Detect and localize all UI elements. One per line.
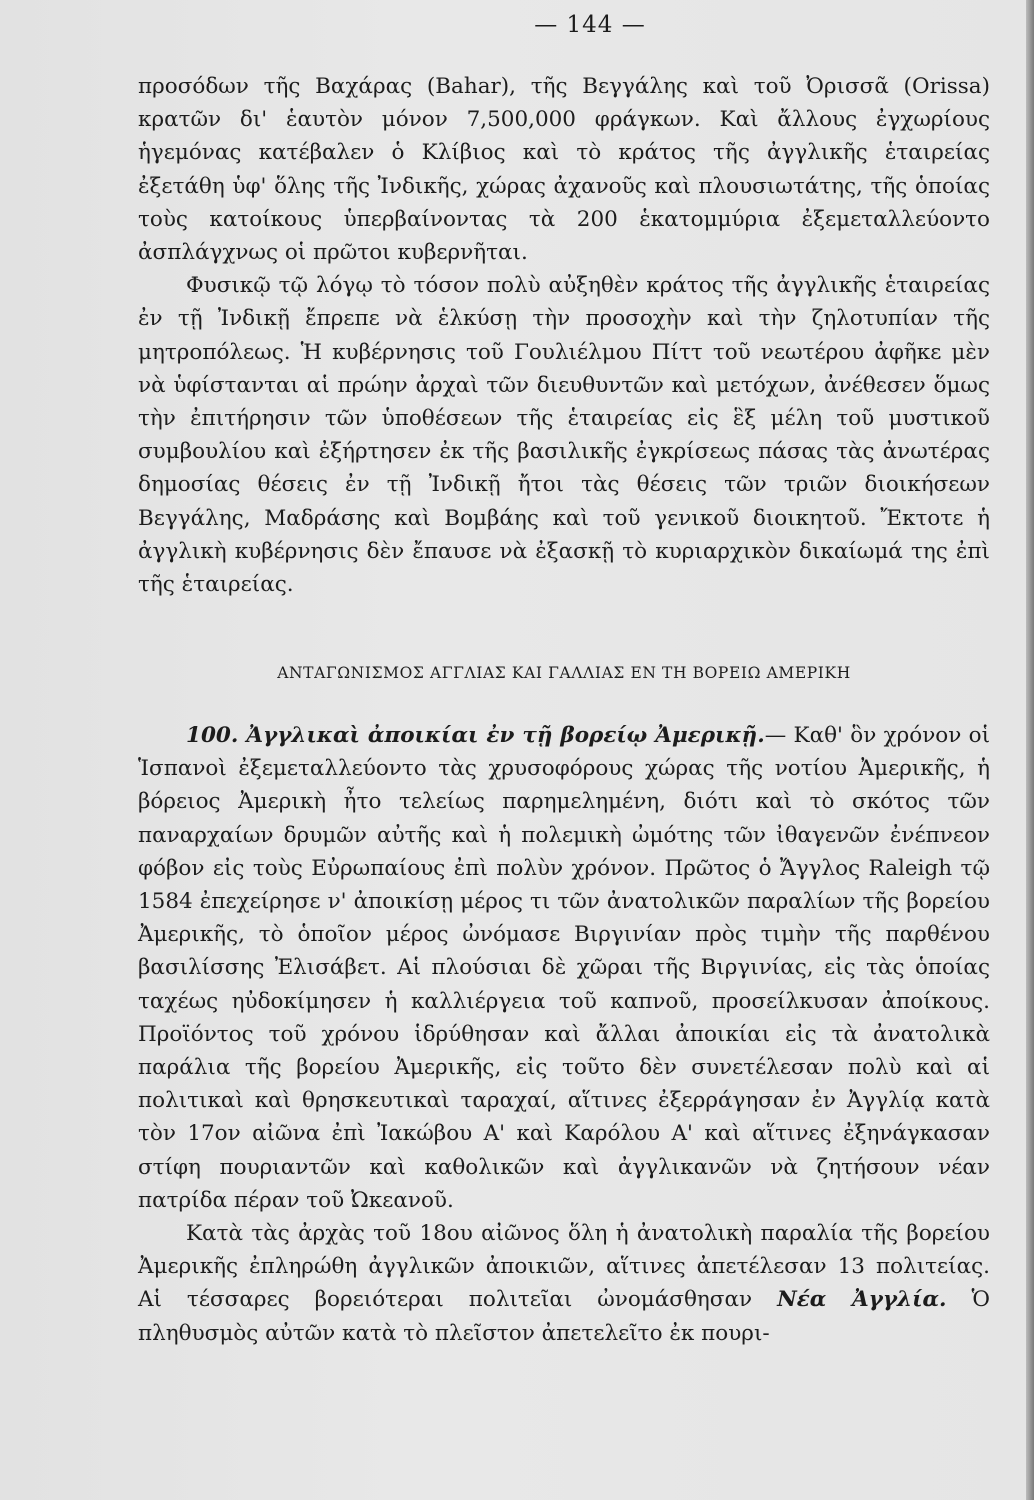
paragraph-18th-century-text: Κατὰ τὰς ἀρχὰς τοῦ 18ου αἰῶνος ὅλη ἡ ἀνατολικὴ παραλία τῆς βορείου Ἀμερικῆς ἐπληρώθη ἀγγλικῶν ἀποικιῶν, αἵτινες ἀπετέλεσαν 13 πολιτείας. Αἱ τέσσαρες βορειότεραι πολιτεῖαι ὠνομάσθησαν [138,1221,990,1313]
paragraph-18th-century [138,1217,990,1350]
page-edge-shadow [1026,0,1034,1500]
chapter-heading: ΑΝΤΑΓΩΝΙΣΜΟΣ ΑΓΓΛΙΑΣ ΚΑΙ ΓΑΛΛΙΑΣ ΕΝ ΤΗ ΒΟΡΕΙΩ ΑΜΕΡΙΚΗ [277,664,851,682]
page-number: — 144 — [534,12,646,38]
new-england-term: Νέα Ἀγγλία. [777,1287,947,1313]
section-title: 100. Ἀγγλικαὶ ἀποικίαι ἐν τῇ βορείῳ Ἀμερικῇ. [186,723,765,748]
lower-text-block [138,719,990,1350]
paragraph-18th-century-end: Ὁ πληθυσμὸς αὐτῶν κατὰ τὸ πλεῖστον ἀπετελεῖτο ἐκ πουρι- [138,1287,990,1346]
paragraph-colonies-text: — Καθ' ὃν χρόνον οἱ Ἱσπανοὶ ἐξεμεταλλεύοντο τὰς χρυσοφόρους χώρας τῆς νοτίου Ἀμερικῆς, ἡ βόρειος Ἀμερικὴ ἦτο τελείως παρημελημένη, διότι καὶ τὸ σκότος τῶν παναρχαίων δρυμῶν αὐτῆς καὶ ἡ πολεμικὴ ὠμότης τῶν ἰθαγενῶν ἐνέπνεον φόβον εἰς τοὺς Εὐρωπαίους ἐπὶ πολὺν χρόνον. Πρῶτος ὁ Ἄγγλος Raleigh τῷ 1584 ἐπεχείρησε ν' ἀποικίσῃ μέρος τι τῶν ἀνατολικῶν παραλίων τῆς βορείου Ἀμερικῆς, τὸ ὁποῖον μέρος ὠνόμασε Βιργινίαν πρὸς τιμὴν τῆς παρθένου βασιλίσσης Ἐλισάβετ. Αἱ πλούσιαι δὲ χῶραι τῆς Βιργινίας, εἰς τὰς ὁποίας ταχέως ηὐδοκίμησεν ἡ καλλιέργεια τοῦ καπνοῦ, προσείλκυσαν ἀποίκους. Προϊόντος τοῦ χρόνου ἱδρύθησαν καὶ ἄλλαι ἀποικίαι εἰς τὰ ἀνατολικὰ παράλια τῆς βορείου Ἀμερικῆς, εἰς τοῦτο δὲν συνετέλεσαν πολὺ καὶ αἱ πολιτικαὶ καὶ θρησκευτικαὶ ταραχαί, αἵτινες ἐξερράγησαν ἐν Ἀγγλίᾳ κατὰ τὸν 17ον αἰῶνα ἐπὶ Ἰακώβου Α' καὶ Καρόλου Α' καὶ αἵτινες ἐξηνάγκασαν στίφη πουριαντῶν καὶ καθολικῶν καὶ ἀγγλικανῶν νὰ ζητήσουν νέαν πατρίδα πέραν τοῦ Ὠκεανοῦ. [138,723,991,1213]
paragraph-bahar: προσόδων τῆς Βαχάρας (Bahar), τῆς Βεγγάλης καὶ τοῦ Ὀρισσᾶ (Orissa) κρατῶν δι' ἑαυτὸν μόνον 7,500,000 φράγκων. Καὶ ἄλλους ἐγχωρίους ἡγεμόνας κατέβαλεν ὁ Κλίβιος καὶ τὸ κράτος τῆς ἀγγλικῆς ἑταιρείας ἐξετάθη ὑφ' ὅλης τῆς Ἰνδικῆς, χώρας ἀχανοῦς καὶ πλουσιωτάτης, τῆς ὁποίας τοὺς κατοίκους ὑπερβαίνοντας τὰ 200 ἑκατομμύρια ἐξεμεταλλεύοντο ἀσπλάγχνως οἱ πρῶτοι κυβερνῆται. [138,74,990,266]
paragraph-pitt: Φυσικῷ τῷ λόγῳ τὸ τόσον πολὺ αὐξηθὲν κράτος τῆς ἀγγλικῆς ἑταιρείας ἐν τῇ Ἰνδικῇ ἔπρεπε νὰ ἑλκύσῃ τὴν προσοχὴν καὶ τὴν ζηλοτυπίαν τῆς μητροπόλεως. Ἡ κυβέρνησις τοῦ Γουλιέλμου Πίττ τοῦ νεωτέρου ἀφῆκε μὲν νὰ ὑφίστανται αἱ πρώην ἀρχαὶ τῶν διευθυντῶν καὶ μετόχων, ἀνέθεσεν ὅμως τὴν ἐπιτήρησιν τῶν ὑποθέσεων τῆς ἑταιρείας εἰς ἓξ μέλη τοῦ μυστικοῦ συμβουλίου καὶ ἐξήρτησεν ἐκ τῆς βασιλικῆς ἐγκρίσεως πάσας τὰς ἀνωτέρας δημοσίας θέσεις ἐν τῇ Ἰνδικῇ ἤτοι τὰς θέσεις τῶν τριῶν διοικήσεων Βεγγάλης, Μαδράσης καὶ Βομβάης καὶ τοῦ γενικοῦ διοικητοῦ. Ἔκτοτε ἡ ἀγγλικὴ κυβέρνησις δὲν ἔπαυσε νὰ ἐξασκῇ τὸ κυριαρχικὸν δικαίωμά της ἐπὶ τῆς ἑταιρείας. [138,273,990,598]
paragraph-colonies [138,719,990,1217]
upper-text-block [138,70,990,601]
